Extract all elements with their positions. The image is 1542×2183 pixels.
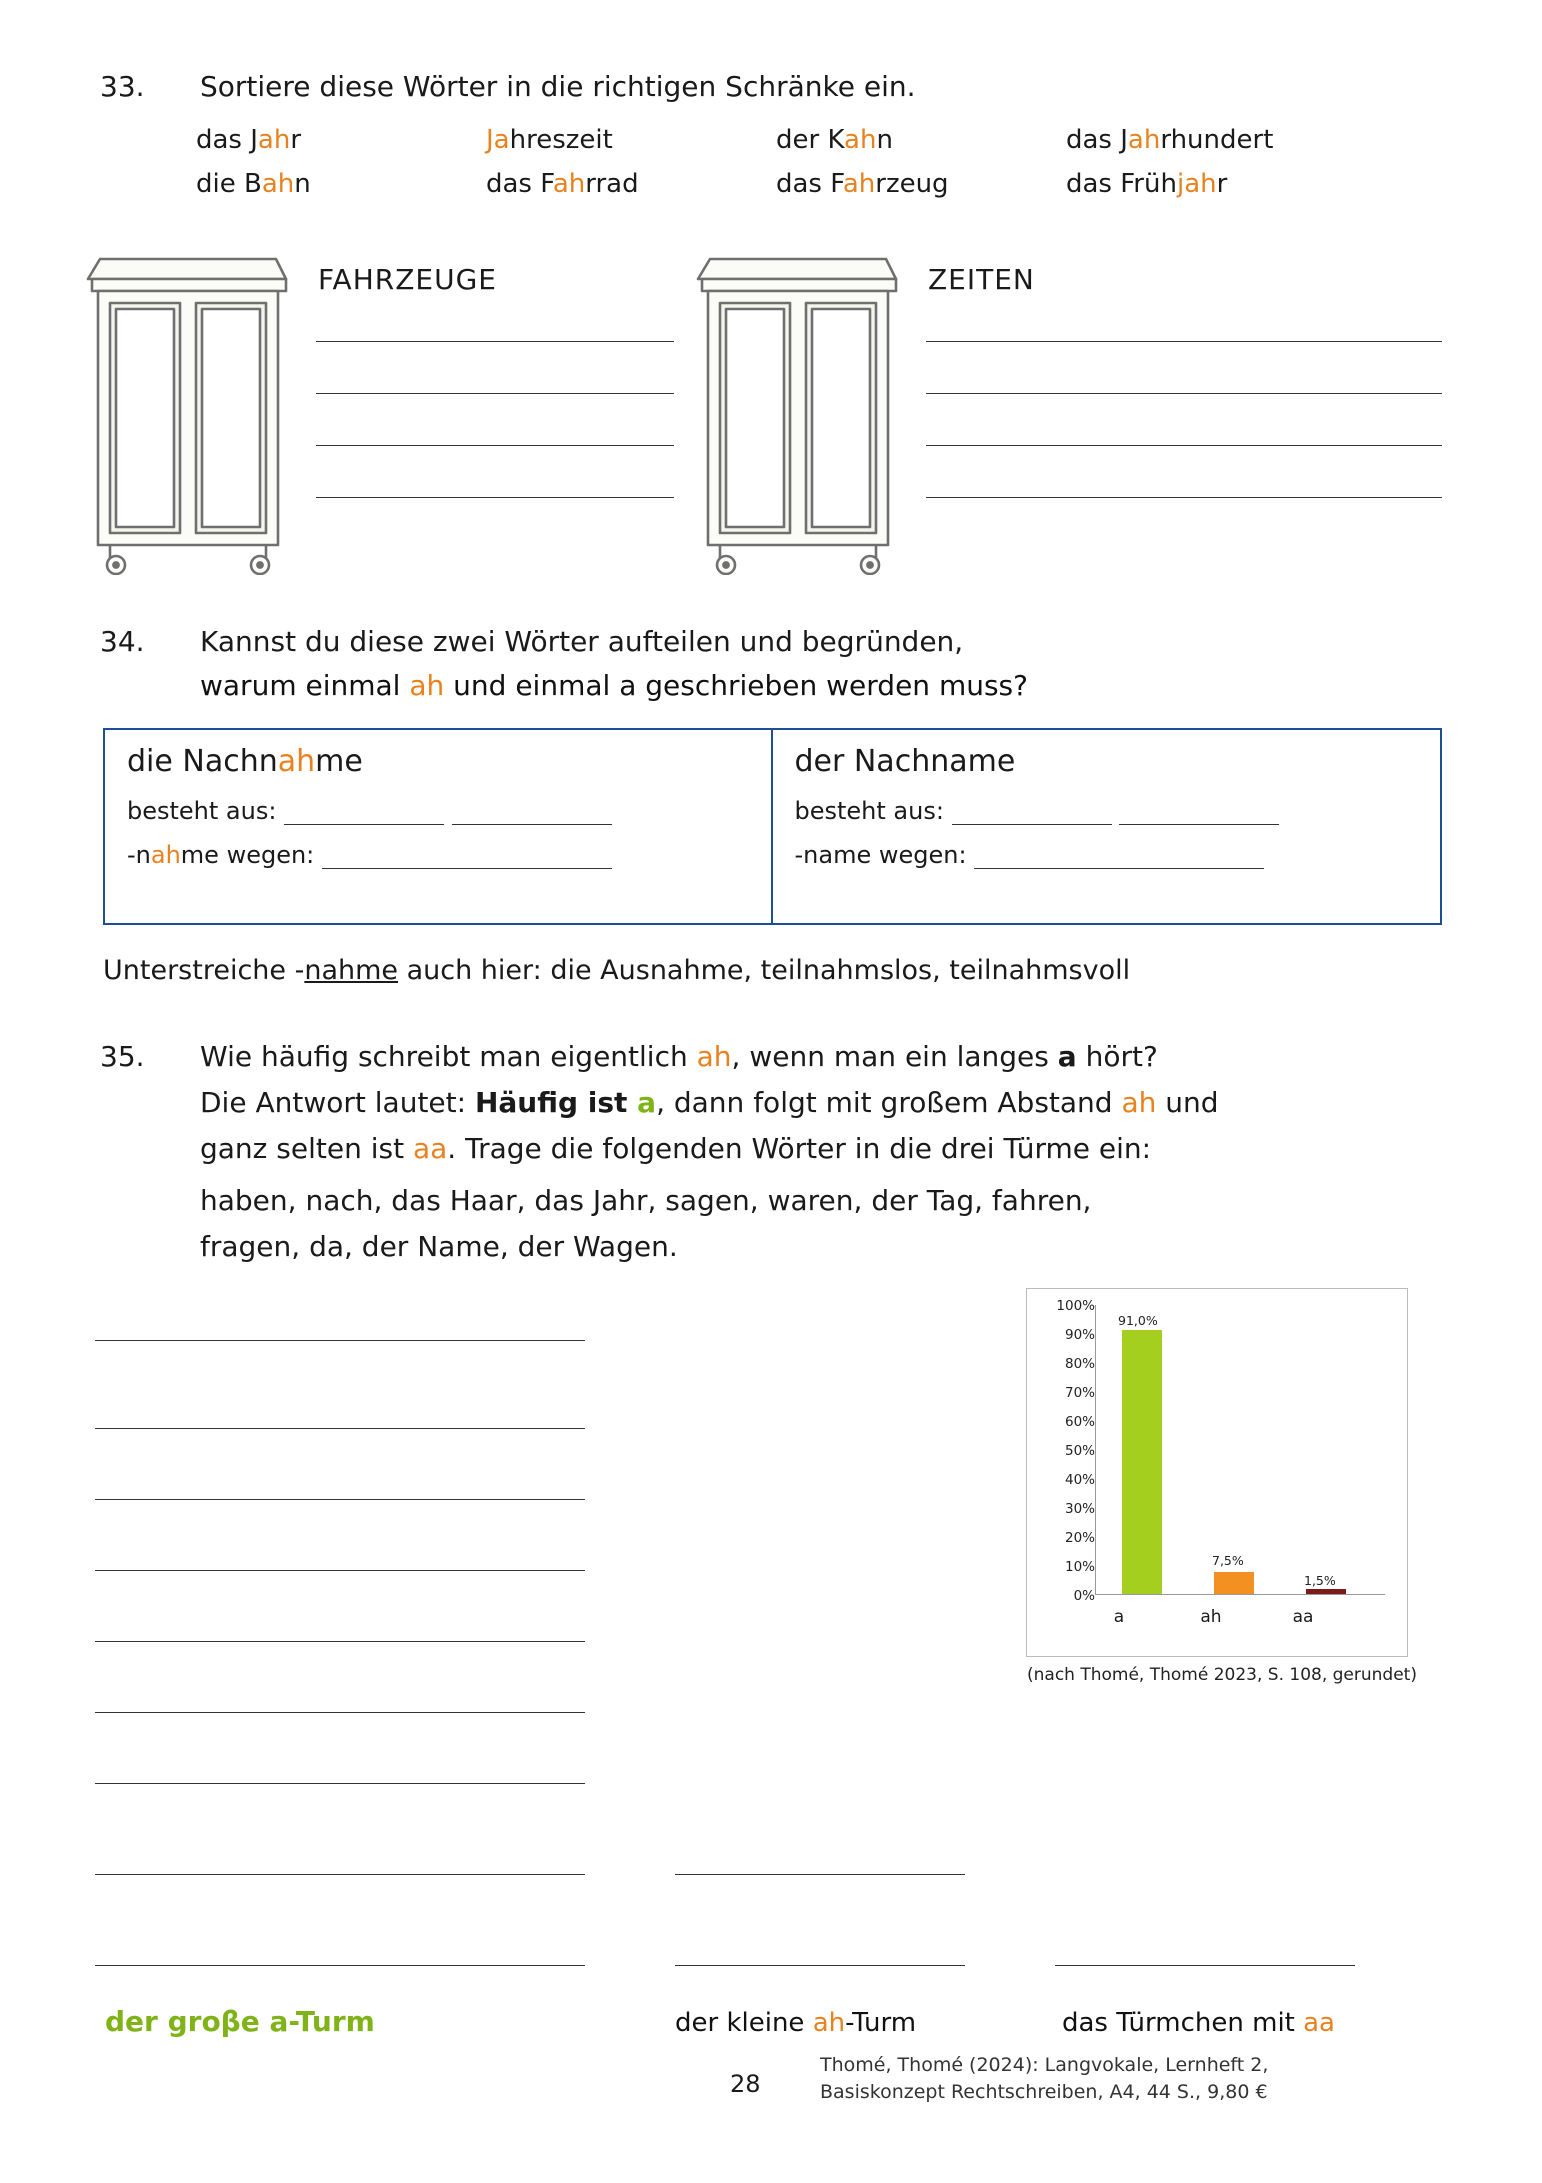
y-axis-tick: 10%: [1064, 1559, 1095, 1575]
cupboard-label-zeiten: ZEITEN: [928, 263, 1035, 296]
fill-blank[interactable]: [284, 802, 444, 825]
x-axis-tick-aa: aa: [1292, 1607, 1314, 1627]
box-left-row1: besteht aus:: [127, 797, 749, 825]
word-row: [196, 118, 1356, 162]
word-item: das Jahr: [196, 125, 302, 155]
bar-value-ah: 7,5%: [1212, 1553, 1244, 1568]
y-axis-tick: 30%: [1064, 1501, 1095, 1517]
cupboard-illustration-right: [690, 245, 906, 575]
exercise-33-number: 33.: [100, 70, 145, 103]
exercise-34-box-right: [773, 730, 1443, 923]
exercise-35-line4: haben, nach, das Haar, das Jahr, sagen, waren, der Tag, fahren,: [200, 1184, 1092, 1217]
exercise-33-word-grid: [196, 118, 1356, 206]
x-axis-tick-a: a: [1113, 1607, 1125, 1627]
fill-blank[interactable]: [452, 802, 612, 825]
chart-plot-area: [1095, 1305, 1385, 1595]
exercise-34-box-pair: [103, 728, 1442, 925]
fill-blank[interactable]: [1119, 802, 1279, 825]
cupboard-illustration-left: [80, 245, 296, 575]
fill-blank[interactable]: [322, 846, 612, 869]
y-axis-tick: 50%: [1064, 1443, 1095, 1459]
fill-blank[interactable]: [952, 802, 1112, 825]
y-axis-tick: 0%: [1073, 1588, 1095, 1604]
exercise-33-title: Sortiere diese Wörter in die richtigen Schränke ein.: [200, 70, 916, 103]
tower-line-ah[interactable]: [675, 1874, 965, 1875]
box-left-row2: -nahme wegen:: [127, 841, 749, 869]
answer-line[interactable]: [316, 394, 674, 446]
exercise-35-line2: Die Antwort lautet: Häufig ist a, dann folgt mit großem Abstand ah und: [200, 1086, 1219, 1119]
footer-source: [820, 2052, 1268, 2106]
tower-line-a[interactable]: [95, 1570, 585, 1571]
tower-line-a[interactable]: [95, 1965, 585, 1966]
y-axis-tick: 90%: [1064, 1327, 1095, 1343]
word-row: [196, 162, 1356, 206]
exercise-34-title-line2: warum einmal ah und einmal a geschrieben werden muss?: [200, 669, 1028, 702]
answer-line[interactable]: [316, 446, 674, 498]
word-item: der Kahn: [776, 125, 893, 155]
tower-line-ah[interactable]: [675, 1965, 965, 1966]
bar-value-aa: 1,5%: [1304, 1573, 1336, 1588]
word-item: das Fahrrad: [486, 169, 639, 199]
box-right-headword: der Nachname: [794, 744, 1016, 779]
exercise-34-number: 34.: [100, 625, 145, 658]
tower-line-a[interactable]: [95, 1428, 585, 1429]
tower-line-a[interactable]: [95, 1874, 585, 1875]
exercise-35-line3: ganz selten ist aa. Trage die folgenden Wörter in die drei Türme ein:: [200, 1132, 1152, 1165]
word-item: Jahreszeit: [486, 125, 613, 155]
chart-caption: (nach Thomé, Thomé 2023, S. 108, gerundet): [1027, 1665, 1417, 1685]
tower-line-a[interactable]: [95, 1712, 585, 1713]
tower-line-a[interactable]: [95, 1783, 585, 1784]
exercise-35-line1: Wie häufig schreibt man eigentlich ah, wenn man ein langes a hört?: [200, 1040, 1158, 1073]
footer-source-line2: Basiskonzept Rechtschreiben, A4, 44 S., 9,80 €: [820, 2081, 1268, 2103]
answer-line[interactable]: [926, 394, 1442, 446]
tower-label-a: der groβe a-Turm: [105, 2005, 375, 2038]
answer-lines-left: [316, 290, 674, 498]
exercise-34-box-left: [103, 730, 773, 923]
y-axis-tick: 60%: [1064, 1414, 1095, 1430]
exercise-34-note: Unterstreiche -nahme auch hier: die Ausnahme, teilnahmslos, teilnahmsvoll: [103, 955, 1131, 986]
tower-line-aa[interactable]: [1055, 1965, 1355, 1966]
box-right-row2: -name wegen:: [795, 841, 1419, 869]
y-axis-tick: 70%: [1064, 1385, 1095, 1401]
footer-source-line1: Thomé, Thomé (2024): Langvokale, Lernheft 2,: [820, 2054, 1269, 2076]
fill-blank[interactable]: [974, 846, 1264, 869]
exercise-35-line5: fragen, da, der Name, der Wagen.: [200, 1230, 678, 1263]
answer-line[interactable]: [926, 342, 1442, 394]
word-item: das Frühjahr: [1066, 169, 1228, 199]
bar-ah: [1214, 1572, 1254, 1594]
page-number: 28: [730, 2070, 761, 2098]
answer-line[interactable]: [316, 342, 674, 394]
answer-line[interactable]: [316, 290, 674, 342]
word-item: das Jahrhundert: [1066, 125, 1274, 155]
bar-aa: [1306, 1589, 1346, 1594]
bar-value-a: 91,0%: [1118, 1313, 1158, 1328]
cupboard-label-fahrzeuge: FAHRZEUGE: [318, 263, 497, 296]
tower-label-aa: das Türmchen mit aa: [1062, 2008, 1335, 2038]
box-left-headword: die Nachnahme: [127, 744, 363, 779]
answer-lines-right: [926, 290, 1442, 498]
y-axis-tick: 20%: [1064, 1530, 1095, 1546]
exercise-34-title-line1: Kannst du diese zwei Wörter aufteilen und begründen,: [200, 625, 964, 658]
answer-line[interactable]: [926, 446, 1442, 498]
exercise-35-number: 35.: [100, 1040, 145, 1073]
tower-line-a[interactable]: [95, 1499, 585, 1500]
tower-line-a[interactable]: [95, 1641, 585, 1642]
tower-label-ah: der kleine ah-Turm: [675, 2008, 917, 2038]
bar-a: [1122, 1330, 1162, 1594]
answer-line[interactable]: [926, 290, 1442, 342]
tower-line-a[interactable]: [95, 1340, 585, 1341]
y-axis-tick: 100%: [1056, 1298, 1095, 1314]
y-axis-tick: 40%: [1064, 1472, 1095, 1488]
y-axis-tick: 80%: [1064, 1356, 1095, 1372]
word-item: das Fahrzeug: [776, 169, 949, 199]
box-right-row1: besteht aus:: [795, 797, 1419, 825]
x-axis-tick-ah: ah: [1200, 1607, 1222, 1627]
word-item: die Bahn: [196, 169, 311, 199]
frequency-bar-chart: [1026, 1288, 1408, 1657]
